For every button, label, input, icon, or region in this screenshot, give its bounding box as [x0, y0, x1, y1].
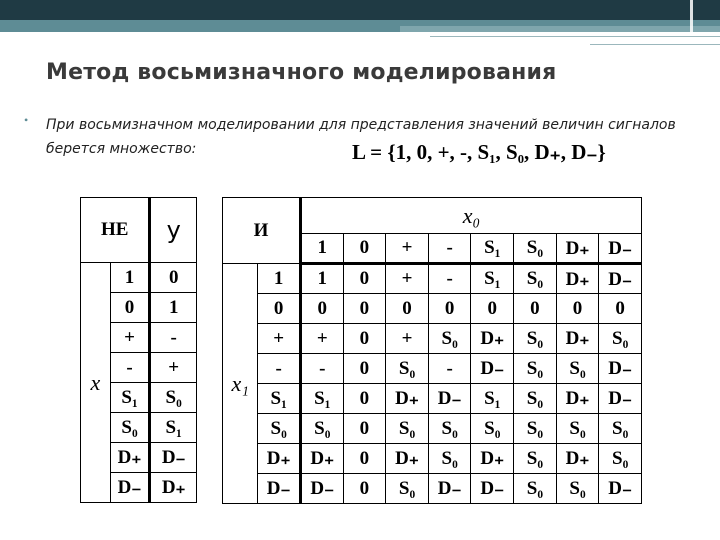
and-table-cell: S₀: [514, 444, 557, 474]
and-table-column-header: -: [428, 234, 471, 264]
and-table-cell: D₊: [556, 384, 599, 414]
and-table-cell: S₀: [471, 414, 514, 444]
not-table-output-header: у: [150, 198, 197, 263]
and-truth-table: [222, 197, 642, 504]
and-table-cell: D₋: [599, 354, 642, 384]
and-table-cell: 0: [599, 294, 642, 324]
and-table-row: [223, 294, 642, 324]
not-table-input-cell: +: [110, 323, 150, 353]
and-table-column-header: D₋: [599, 234, 642, 264]
and-table-cell: D₊: [556, 324, 599, 354]
and-table-cell: 0: [386, 294, 429, 324]
and-table-cell: +: [300, 324, 343, 354]
and-table-cell: S₀: [428, 444, 471, 474]
and-table-row-header: D₊: [258, 444, 301, 474]
and-table-cell: 0: [428, 294, 471, 324]
and-table-cell: 0: [514, 294, 557, 324]
and-table-cell: D₋: [599, 384, 642, 414]
not-table-row: [81, 263, 197, 293]
header-bar-dark: [0, 0, 720, 20]
and-table-column-header: 1: [300, 234, 343, 264]
and-table-row-header: S₀: [258, 414, 301, 444]
header-rule-2: [590, 44, 720, 45]
and-table-column-header: S₀: [514, 234, 557, 264]
header-divider-line: [690, 0, 693, 50]
and-table-column-header: +: [386, 234, 429, 264]
and-table-cell: S₀: [428, 414, 471, 444]
and-table-cell: S₀: [514, 474, 557, 504]
not-table-output-cell: +: [150, 353, 197, 383]
and-table-cell: S₁: [471, 264, 514, 294]
and-table-cell: S₀: [599, 414, 642, 444]
and-table-cell: 0: [343, 354, 386, 384]
and-table-cell: D₊: [386, 444, 429, 474]
and-table-cell: +: [386, 264, 429, 294]
and-table-row: [223, 384, 642, 414]
and-table-cell: 0: [343, 414, 386, 444]
and-table-column-header: 0: [343, 234, 386, 264]
not-table-input-cell: D₋: [110, 473, 150, 503]
and-table-cell: -: [428, 264, 471, 294]
and-table-cell: 0: [471, 294, 514, 324]
and-table-cell: S₀: [386, 474, 429, 504]
and-table-cell: D₊: [386, 384, 429, 414]
not-table-output-cell: 1: [150, 293, 197, 323]
and-table-cell: S₀: [514, 354, 557, 384]
and-table-cell: D₋: [428, 474, 471, 504]
and-table-cell: S₁: [300, 384, 343, 414]
and-table-cell: D₊: [300, 444, 343, 474]
and-table-cell: S₀: [599, 444, 642, 474]
not-table-output-cell: D₋: [150, 443, 197, 473]
not-table-output-cell: 0: [150, 263, 197, 293]
and-table-row-header: 1: [258, 264, 301, 294]
and-table-cell: 0: [343, 444, 386, 474]
slide-title: Метод восьмизначного моделирования: [46, 60, 557, 85]
not-table-input-cell: D₊: [110, 443, 150, 473]
and-table-cell: S₀: [514, 414, 557, 444]
not-table-output-cell: D₊: [150, 473, 197, 503]
and-table-cell: D₊: [556, 444, 599, 474]
not-truth-table: [80, 197, 197, 503]
and-table-cell: 0: [343, 294, 386, 324]
not-table-output-cell: S₀: [150, 383, 197, 413]
and-table-row-variable: x₁: [223, 264, 258, 504]
bullet-icon: •: [24, 113, 29, 127]
and-table-cell: D₋: [428, 384, 471, 414]
and-table-cell: 0: [343, 474, 386, 504]
and-table-cell: S₀: [300, 414, 343, 444]
and-table-cell: S₀: [556, 414, 599, 444]
and-table-cell: D₊: [471, 324, 514, 354]
and-table-row: [223, 444, 642, 474]
and-table-cell: 0: [300, 294, 343, 324]
and-table-cell: -: [300, 354, 343, 384]
not-table-input-cell: 0: [110, 293, 150, 323]
and-table-cell: S₀: [514, 384, 557, 414]
and-table-cell: 0: [343, 324, 386, 354]
and-table-cell: D₊: [556, 264, 599, 294]
set-formula: L = {1, 0, +, -, S₁, S₀, D₊, D₋}: [352, 140, 606, 164]
and-table-cell: S₀: [514, 264, 557, 294]
and-table-cell: S₀: [556, 474, 599, 504]
and-table-cell: 1: [300, 264, 343, 294]
not-table-output-cell: -: [150, 323, 197, 353]
and-table-row-header: +: [258, 324, 301, 354]
and-table-corner: И: [223, 198, 301, 264]
not-table-input-cell: -: [110, 353, 150, 383]
and-table-cell: D₋: [599, 264, 642, 294]
and-table-cell: -: [428, 354, 471, 384]
header-rule-1: [430, 36, 720, 37]
and-table-cell: D₋: [471, 354, 514, 384]
and-table-cell: D₊: [471, 444, 514, 474]
and-table-cell: D₋: [300, 474, 343, 504]
and-table-cell: 0: [343, 384, 386, 414]
header-bar-teal-accent: [400, 26, 720, 32]
and-table-cell: 0: [556, 294, 599, 324]
not-table-input-cell: S₁: [110, 383, 150, 413]
and-table-row-header: D₋: [258, 474, 301, 504]
and-table-row-header: 0: [258, 294, 301, 324]
and-table-cell: S₀: [556, 354, 599, 384]
and-table-row: [223, 414, 642, 444]
and-table-row: [223, 354, 642, 384]
and-table-cell: S₁: [471, 384, 514, 414]
and-table-cell: S₀: [514, 324, 557, 354]
not-table-corner: НЕ: [81, 198, 150, 263]
and-table-cell: S₀: [599, 324, 642, 354]
and-table-row: [223, 474, 642, 504]
and-table-cell: D₋: [599, 474, 642, 504]
and-table-row-header: S₁: [258, 384, 301, 414]
and-table-cell: S₀: [386, 414, 429, 444]
and-table-cell: D₋: [471, 474, 514, 504]
bullet-text: При восьмизначном моделировании для представления значений величин сигналов берется множество:: [46, 117, 676, 157]
and-table-row: [223, 324, 642, 354]
and-table-cell: S₀: [386, 354, 429, 384]
and-table-column-variable: x₀: [300, 198, 641, 234]
and-table-row-header: -: [258, 354, 301, 384]
not-table-input-cell: S₀: [110, 413, 150, 443]
not-table-input-cell: 1: [110, 263, 150, 293]
not-table-input-variable: x: [81, 263, 111, 503]
and-table-column-header: S₁: [471, 234, 514, 264]
not-table-output-cell: S₁: [150, 413, 197, 443]
and-table-cell: S₀: [428, 324, 471, 354]
and-table-cell: +: [386, 324, 429, 354]
and-table-cell: 0: [343, 264, 386, 294]
and-table-column-header: D₊: [556, 234, 599, 264]
and-table-row: [223, 264, 642, 294]
